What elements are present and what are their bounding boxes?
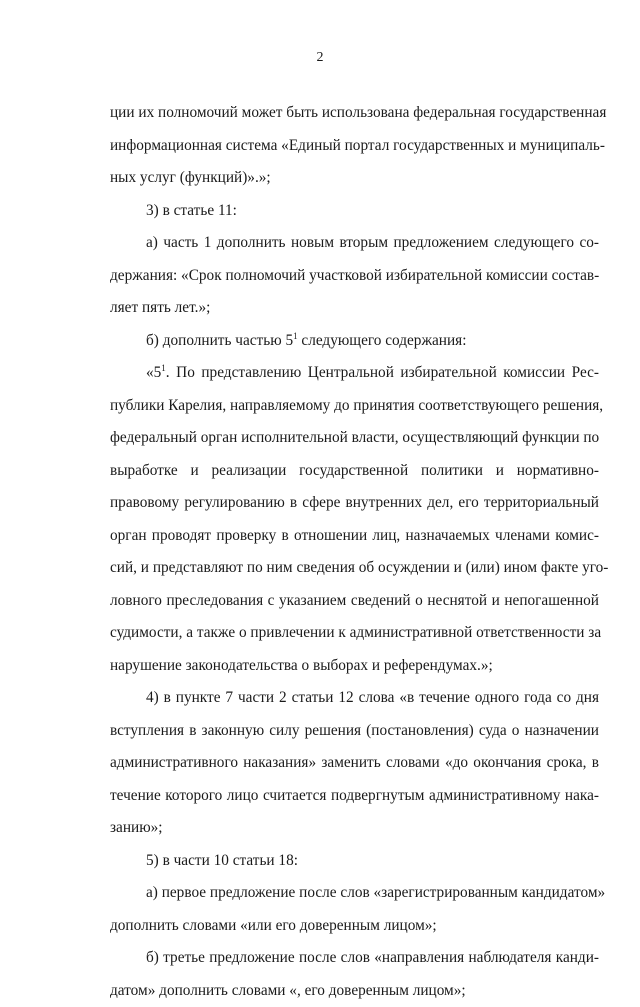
- text-line: вступления в законную силу решения (постановления) суда о назначении: [110, 715, 599, 748]
- text-line: выработке и реализации государственной политики и нормативно-: [110, 455, 599, 488]
- text-line: сий, и представляют по ним сведения об осуждении и (или) ином факте уго-: [110, 552, 599, 585]
- text-line: ляет пять лет.»;: [110, 292, 599, 325]
- text-line: правовому регулированию в сфере внутренних дел, его территориальный: [110, 487, 599, 520]
- text-line: информационная система «Единый портал государственных и муниципаль-: [110, 130, 599, 163]
- superscript: 1: [161, 363, 166, 373]
- text-fragment: б) дополнить частью 5: [146, 332, 293, 349]
- text-line: 4) в пункте 7 части 2 статьи 12 слова «в течение одного года со дня: [110, 682, 599, 715]
- text-line: а) первое предложение после слов «зарегистрированным кандидатом»: [110, 877, 599, 910]
- text-line: федеральный орган исполнительной власти, осуществляющий функции по: [110, 422, 599, 455]
- text-line: датом» дополнить словами «, его доверенным лицом»;: [110, 975, 599, 1007]
- superscript: 1: [293, 331, 298, 341]
- text-line: административного наказания» заменить словами «до окончания срока, в: [110, 747, 599, 780]
- text-line: занию»;: [110, 812, 599, 845]
- text-line: ловного преследования с указанием сведений о неснятой и непогашенной: [110, 585, 599, 618]
- text-line: 5) в части 10 статьи 18:: [110, 845, 599, 878]
- document-body: [110, 97, 599, 1007]
- page-number: 2: [0, 50, 640, 66]
- text-fragment: следующего содержания:: [298, 332, 467, 349]
- text-line: ции их полномочий может быть использована федеральная государственная: [110, 97, 599, 130]
- text-line: судимости, а также о привлечении к административной ответственности за: [110, 617, 599, 650]
- text-line: течение которого лицо считается подвергнутым административному нака-: [110, 780, 599, 813]
- text-line: б) третье предложение после слов «направления наблюдателя канди-: [110, 942, 599, 975]
- text-line: 3) в статье 11:: [110, 195, 599, 228]
- text-line: нарушение законодательства о выборах и референдумах.»;: [110, 650, 599, 683]
- text-line: а) часть 1 дополнить новым вторым предложением следующего со-: [110, 227, 599, 260]
- text-line: [110, 357, 599, 390]
- text-line: ных услуг (функций)».»;: [110, 162, 599, 195]
- text-line: [110, 325, 599, 358]
- text-line: дополнить словами «или его доверенным лицом»;: [110, 910, 599, 943]
- text-line: публики Карелия, направляемому до принятия соответствующего решения,: [110, 390, 599, 423]
- text-line: орган проводят проверку в отношении лиц, назначаемых членами комис-: [110, 520, 599, 553]
- text-line: держания: «Срок полномочий участковой избирательной комиссии состав-: [110, 260, 599, 293]
- text-fragment: . По представлению Центральной избирательной комиссии Рес-: [166, 364, 599, 381]
- text-fragment: «5: [146, 364, 161, 381]
